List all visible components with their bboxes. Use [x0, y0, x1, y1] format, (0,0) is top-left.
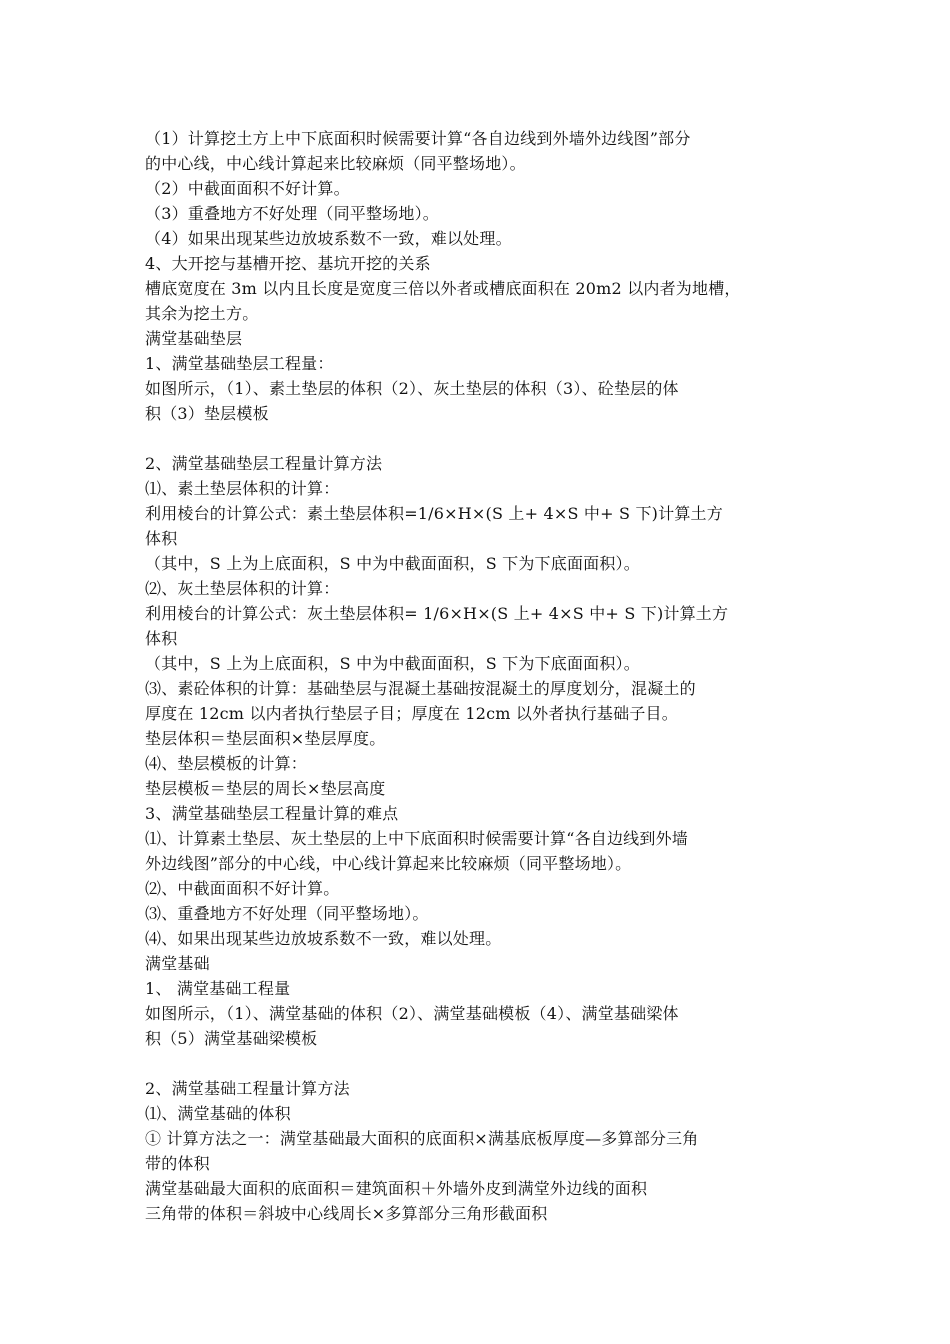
text-line: 外边线图”部分的中心线，中心线计算起来比较麻烦（同平整场地）。 [145, 854, 632, 873]
section-heading: 满堂基础 [145, 954, 210, 973]
subsection-heading: 1、满堂基础垫层工程量： [145, 354, 334, 373]
text-line: ⑶、素砼体积的计算：基础垫层与混凝土基础按混凝土的厚度划分，混凝土的 [145, 679, 696, 698]
text-line: 三角带的体积＝斜坡中心线周长×多算部分三角形截面积 [145, 1204, 548, 1223]
text-line: ⑶、重叠地方不好处理（同平整场地）。 [145, 904, 429, 923]
text-line: （其中，S 上为上底面积，S 中为中截面面积，S 下为下底面面积）。 [145, 554, 640, 573]
text-line: ⑷、垫层模板的计算： [145, 754, 308, 773]
blank-line [145, 426, 810, 451]
text-line: 体积 [145, 529, 178, 548]
text-line: 垫层体积＝垫层面积×垫层厚度。 [145, 729, 386, 748]
text-line: 其余为挖土方。 [145, 304, 259, 323]
text-line: （4）如果出现某些边放坡系数不一致，难以处理。 [145, 229, 512, 248]
text-line: 体积 [145, 629, 178, 648]
subsection-heading: 2、满堂基础工程量计算方法 [145, 1079, 350, 1098]
text-line: （3）重叠地方不好处理（同平整场地）。 [145, 204, 439, 223]
blank-line [145, 1051, 810, 1076]
text-line: ① 计算方法之一：满堂基础最大面积的底面积×满基底板厚度—多算部分三角 [145, 1129, 699, 1148]
text-line: （2）中截面面积不好计算。 [145, 179, 350, 198]
subsection-heading: 1、 满堂基础工程量 [145, 979, 291, 998]
text-line: 积（5）满堂基础梁模板 [145, 1029, 318, 1048]
text-line: 利用棱台的计算公式：灰土垫层体积= 1/6×H×(S 上+ 4×S 中+ S 下)计算土方 [145, 604, 729, 623]
subsection-heading: 3、满堂基础垫层工程量计算的难点 [145, 804, 399, 823]
text-line: ⑷、如果出现某些边放坡系数不一致，难以处理。 [145, 929, 502, 948]
text-line: 槽底宽度在 3m 以内且长度是宽度三倍以外者或槽底面积在 20m2 以内者为地槽， [145, 279, 741, 298]
text-line: 利用棱台的计算公式：素土垫层体积=1/6×H×(S 上+ 4×S 中+ S 下)计算土方 [145, 504, 723, 523]
text-line: ⑵、中截面面积不好计算。 [145, 879, 340, 898]
text-line: 垫层模板＝垫层的周长×垫层高度 [145, 779, 386, 798]
text-line: 厚度在 12cm 以内者执行垫层子目；厚度在 12cm 以外者执行基础子目。 [145, 704, 678, 723]
text-line: ⑴、素土垫层体积的计算： [145, 479, 340, 498]
document-body [145, 126, 810, 1226]
text-line: 满堂基础最大面积的底面积＝建筑面积＋外墙外皮到满堂外边线的面积 [145, 1179, 648, 1198]
text-line: （1）计算挖土方上中下底面积时候需要计算“各自边线到外墙外边线图”部分 [145, 129, 691, 148]
subsection-heading: 2、满堂基础垫层工程量计算方法 [145, 454, 383, 473]
text-line: 的中心线，中心线计算起来比较麻烦（同平整场地）。 [145, 154, 526, 173]
text-line: 如图所示，（1）、满堂基础的体积（2）、满堂基础模板（4）、满堂基础梁体 [145, 1004, 679, 1023]
text-line: 带的体积 [145, 1154, 210, 1173]
text-line: （其中，S 上为上底面积，S 中为中截面面积，S 下为下底面面积）。 [145, 654, 640, 673]
text-line: 如图所示，（1）、素土垫层的体积（2）、灰土垫层的体积（3）、砼垫层的体 [145, 379, 679, 398]
section-heading: 4、大开挖与基槽开挖、基坑开挖的关系 [145, 254, 431, 273]
text-line: ⑴、满堂基础的体积 [145, 1104, 291, 1123]
text-line: ⑴、计算素土垫层、灰土垫层的上中下底面积时候需要计算“各自边线到外墙 [145, 829, 688, 848]
text-line: ⑵、灰土垫层体积的计算： [145, 579, 340, 598]
text-line: 积（3）垫层模板 [145, 404, 269, 423]
section-heading: 满堂基础垫层 [145, 329, 243, 348]
